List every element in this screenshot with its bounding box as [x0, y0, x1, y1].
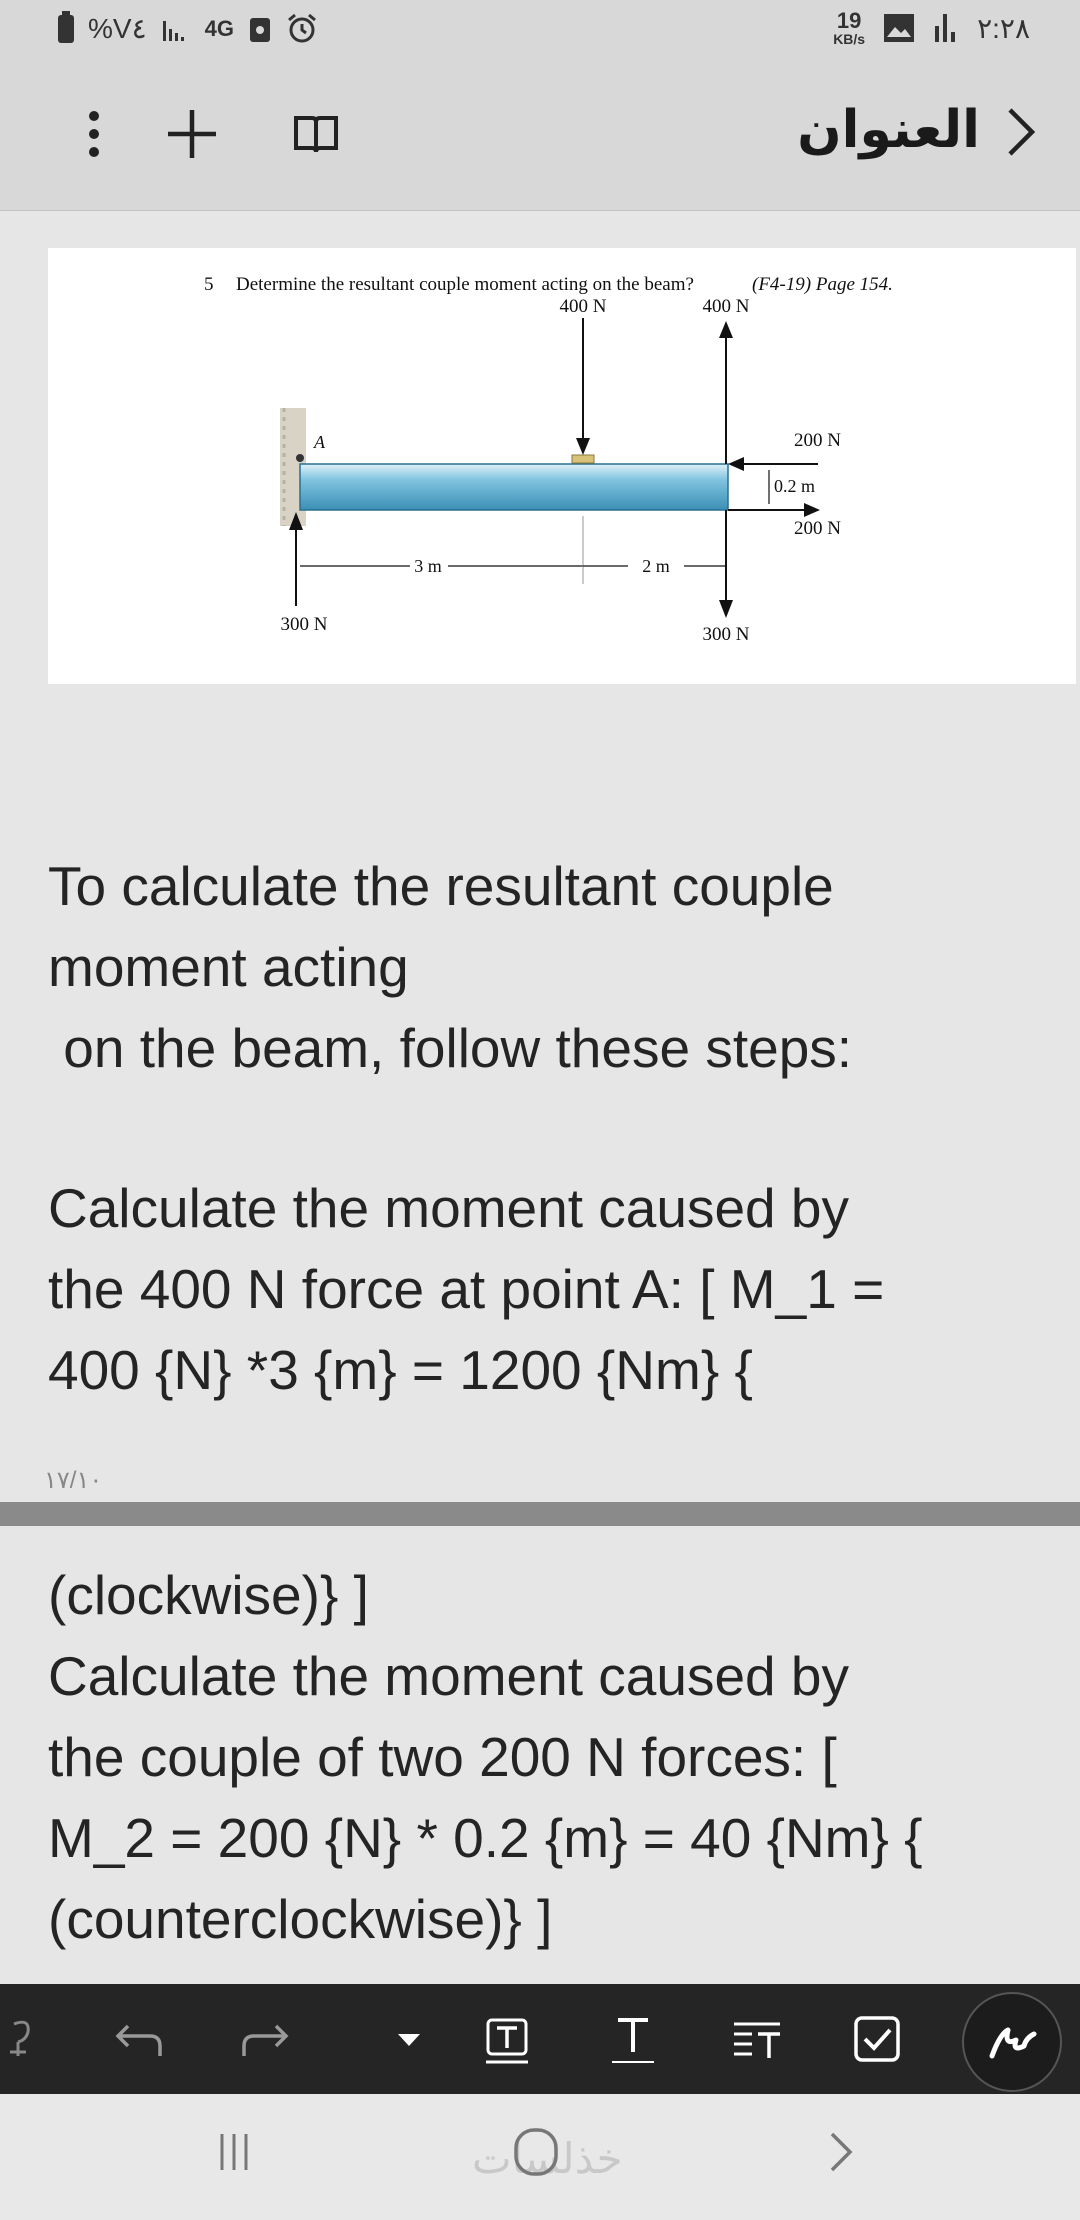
status-bar — [0, 0, 1080, 62]
text-line: (clockwise)} ] — [48, 1564, 369, 1626]
text-line: (counterclockwise)} ] — [48, 1888, 553, 1950]
text-style-icon[interactable] — [598, 2004, 668, 2074]
text-line: To calculate the resultant couple — [48, 855, 834, 917]
label-2m: 2 m — [642, 556, 670, 576]
text-line: 400 {N} *3 {m} = 1200 {Nm} { — [48, 1339, 753, 1401]
lock-icon — [248, 14, 272, 44]
label-300n-right: 300 N — [702, 624, 750, 645]
text-line: the couple of two 200 N forces: [ — [48, 1726, 837, 1788]
text-line: the 400 N force at point A: [ M_1 = — [48, 1258, 885, 1320]
dropdown-arrow-icon[interactable] — [386, 2004, 432, 2074]
text-direction-icon[interactable] — [0, 2004, 50, 2074]
text-line: Calculate the moment caused by — [48, 1177, 849, 1239]
label-200n-bottom: 200 N — [794, 518, 841, 539]
paragraph-intro — [48, 846, 1048, 1089]
label-300n-left: 300 N — [280, 614, 328, 635]
label-0-2m: 0.2 m — [774, 476, 816, 496]
beam-diagram — [48, 248, 1076, 684]
pen-icon — [964, 1994, 1060, 2090]
point-a-marker — [296, 454, 304, 462]
status-left — [58, 12, 318, 45]
page-title: العنوان — [797, 100, 980, 160]
more-options-icon[interactable] — [66, 106, 122, 162]
beam — [300, 464, 728, 510]
system-nav-bar — [0, 2094, 1080, 2220]
problem-number: 5 — [204, 274, 214, 295]
label-3m: 3 m — [414, 556, 442, 576]
text-line: moment acting — [48, 936, 409, 998]
load-plate — [572, 455, 594, 463]
app-bar — [0, 62, 1080, 211]
problem-figure — [48, 248, 1076, 684]
redo-icon[interactable] — [228, 2004, 298, 2074]
page-divider — [0, 1502, 1080, 1526]
text-align-icon[interactable] — [722, 2004, 792, 2074]
label-400n-right: 400 N — [702, 296, 750, 317]
battery-percent: %V٤ — [88, 13, 147, 44]
text-line: M_2 = 200 {N} * 0.2 {m} = 40 {Nm} { — [48, 1807, 923, 1869]
page-indicator: ١٧/١٠ — [44, 1467, 103, 1494]
speed-unit: KB/s — [833, 31, 866, 47]
signal-bars-icon — [933, 12, 959, 44]
home-icon[interactable] — [512, 2124, 560, 2180]
back-nav-icon[interactable] — [820, 2128, 860, 2176]
pen-mode-button[interactable] — [962, 1992, 1062, 2092]
watermark: خذلسات — [472, 2134, 623, 2183]
problem-reference: (F4-19) Page 154. — [752, 274, 893, 295]
clock: ٢:٢٨ — [977, 12, 1030, 44]
undo-icon[interactable] — [106, 2004, 176, 2074]
recent-apps-icon[interactable] — [212, 2130, 256, 2174]
text-line: Calculate the moment caused by — [48, 1645, 849, 1707]
text-box-icon[interactable] — [472, 2004, 542, 2074]
label-400n-left: 400 N — [559, 296, 607, 317]
checkbox-icon[interactable] — [842, 2004, 912, 2074]
label-200n-top: 200 N — [794, 430, 841, 451]
status-right — [833, 10, 1030, 46]
reading-mode-icon[interactable] — [288, 106, 344, 162]
signal-icon — [161, 15, 191, 43]
battery-icon — [58, 15, 74, 43]
network-type: 4G — [204, 15, 234, 41]
paragraph-step-1 — [48, 1168, 1048, 1411]
speed-value: 19 — [836, 8, 862, 33]
gallery-icon — [883, 13, 915, 43]
text-line: on the beam, follow these steps: — [48, 1017, 853, 1079]
add-icon[interactable] — [164, 106, 220, 162]
alarm-icon — [286, 13, 318, 45]
paragraph-step-2 — [48, 1555, 1048, 1960]
problem-text: Determine the resultant couple moment acting on the beam? — [236, 274, 694, 295]
back-chevron-icon[interactable] — [990, 102, 1050, 162]
edit-toolbar — [0, 1984, 1080, 2094]
point-a-label: A — [314, 432, 325, 452]
network-speed — [833, 10, 865, 46]
